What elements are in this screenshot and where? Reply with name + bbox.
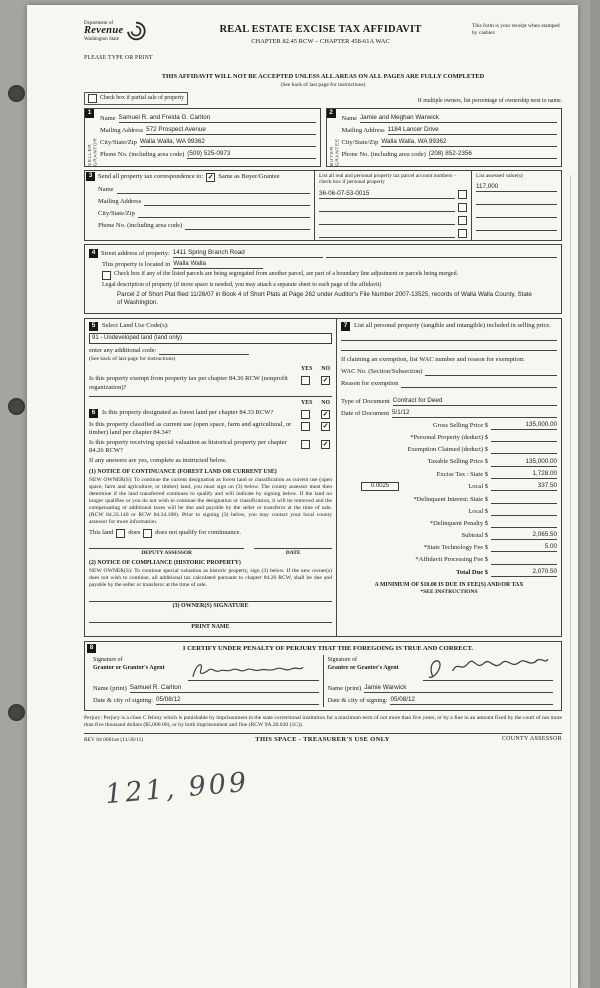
doc-date-value: 5/1/12 [392, 409, 557, 418]
section-7-tab: 7 [341, 322, 350, 331]
buyer-mailing-label: Mailing Address [341, 126, 385, 134]
section-4-tab: 4 [89, 249, 98, 258]
if-yes-note: If any answers are yes, complete as instructed below. [89, 457, 227, 465]
form-header [84, 17, 562, 73]
assessor-date-line: DATE [254, 548, 332, 557]
tax-line-label: *Affidavit Processing Fee $ [415, 556, 488, 564]
does-not-checkbox [143, 529, 152, 538]
section-1-tab: 1 [85, 109, 94, 118]
buyer-name-value: Jamie and Meghan Warwick [360, 114, 557, 123]
page-crease [570, 175, 571, 988]
seller-mailing-value: 572 Prospect Avenue [146, 126, 315, 135]
reason-value [401, 379, 557, 388]
assessed-blank [476, 222, 557, 231]
form-title: REAL ESTATE EXCISE TAX AFFIDAVIT [219, 24, 422, 35]
wac-value [425, 367, 557, 376]
correspondence-section [84, 170, 315, 241]
street-address-blank [326, 249, 557, 258]
owners-signature-line: (3) OWNER(S) SIGNATURE [89, 601, 332, 611]
scanned-page [27, 5, 578, 988]
grantee-sig-label: Signature of [327, 657, 357, 664]
seller-side-label: SELLER GRANTOR [87, 137, 98, 166]
tax-line-label: *Delinquent Interest: State $ [413, 495, 488, 503]
partial-sale-row [84, 92, 562, 105]
tax-line-label: *Personal Property (deduct) $ [410, 434, 488, 442]
treasurer-use-label: THIS SPACE - TREASURER'S USE ONLY [255, 736, 390, 744]
tax-line-label: Subtotal $ [461, 532, 488, 540]
binder-hole [8, 85, 25, 102]
see-back-note: (See back of last page for instructions) [280, 82, 366, 88]
grantee-date-value: 05/08/12 [390, 696, 553, 705]
handwritten-number: 121, 909 [103, 766, 251, 811]
no-header: NO [321, 366, 330, 373]
grantor-date-value: 05/08/12 [156, 696, 319, 705]
property-section [84, 244, 562, 314]
yes-header: YES [301, 366, 313, 373]
chapter-line: CHAPTER 82.45 RCW – CHAPTER 458-61A WAC [251, 38, 390, 46]
completion-warning: THIS AFFIDAVIT WILL NOT BE ACCEPTED UNLESS ALL AREAS ON ALL PAGES ARE FULLY COMPLETED [161, 73, 485, 80]
parcel-number-value: 36-06-07-53-0015 [319, 190, 455, 199]
parcel-blank [319, 203, 455, 212]
this-land-label: This land [89, 529, 114, 537]
deputy-assessor-line: DEPUTY ASSESSOR [89, 548, 244, 557]
left-column [85, 319, 337, 636]
personal-property-deduct [491, 433, 557, 442]
historic-yes-checkbox [301, 440, 310, 449]
land-use-code-field: 91 - Undeveloped land (land only) [89, 333, 332, 345]
excise-tax-local: 337.50 [491, 482, 557, 491]
state-technology-fee: 5.00 [491, 543, 557, 552]
does-label: does [128, 529, 141, 537]
grantor-name-print-label: Name (print) [93, 684, 127, 692]
doc-type-value: Contract for Deed [393, 397, 557, 406]
corr-csz-label: City/State/Zip [98, 209, 135, 217]
personal-property-blank [341, 341, 557, 351]
located-in-value: Walla Walla [173, 260, 263, 269]
grantor-signature-block [89, 655, 324, 707]
reason-label: Reason for exemption [341, 379, 399, 387]
historic-question: Is this property receiving special valuation as historical property per chapter 84.26 RCW? [89, 439, 287, 455]
certification-section [84, 641, 562, 711]
assessed-value-section [472, 170, 562, 241]
land-use-see-back: (See back of last page for instructions) [89, 356, 176, 363]
corr-mailing-blank [144, 197, 310, 206]
middle-columns [84, 318, 562, 637]
additional-code-label: enter any additional code: [89, 347, 157, 355]
grantor-sig-label: Signature of [93, 657, 123, 664]
grantor-signature [188, 659, 306, 683]
excise-tax-state: 1,728.00 [491, 470, 557, 479]
personal-property-checkbox [458, 229, 467, 238]
tax-line-label: Gross Selling Price $ [432, 421, 488, 429]
footer-row [84, 733, 562, 744]
county-assessor-label: COUNTY ASSESSOR [501, 736, 562, 743]
delinquent-interest-local [491, 507, 557, 516]
legal-description-label: Legal description of property (if more space is needed, you may attach a separate sheet to each page of the affidavit) [102, 281, 382, 288]
taxable-selling-price: 135,000.00 [491, 458, 557, 467]
section-2-tab: 2 [327, 109, 336, 118]
right-column [337, 319, 561, 636]
parcel-blank [319, 216, 455, 225]
tax-line-label: Local $ [468, 483, 488, 491]
doc-date-label: Date of Document [341, 409, 390, 417]
forest-no-checkbox: ✓ [322, 409, 329, 418]
partial-sale-group [84, 92, 188, 105]
no-header: NO [321, 399, 330, 406]
logo-state-label: Washington State [84, 36, 120, 42]
seller-phone-value: (509) 525-0973 [187, 150, 315, 159]
form-revision-number: REV 84 0001ae (11/30/11) [84, 736, 144, 743]
receipt-note: This form is your receipt when stamped by cashier. [472, 23, 560, 37]
notice-compliance-title: (2) NOTICE OF COMPLIANCE (HISTORIC PROPERTY) [89, 559, 241, 566]
located-in-label: This property is located in [102, 260, 171, 268]
buyer-csz-value: Walla Walla, WA 99362 [381, 138, 557, 147]
yes-header: YES [301, 399, 313, 406]
parcel-blank [319, 229, 455, 238]
parties-row [84, 108, 562, 167]
buyer-name-label: Name [341, 114, 358, 122]
corr-mailing-label: Mailing Address [98, 197, 142, 205]
corr-csz-blank [138, 209, 310, 218]
tax-line-label: Taxable Selling Price $ [427, 458, 488, 466]
corr-name-blank [117, 185, 310, 194]
seller-csz-label: City/State/Zip [100, 138, 137, 146]
buyer-section [326, 108, 563, 167]
print-name-line: PRINT NAME [89, 622, 332, 632]
tax-line-label: Excise Tax : State $ [436, 470, 488, 478]
parcel-heading: List all real and personal property tax parcel account numbers – check box if personal property [319, 172, 457, 186]
reet-affidavit-form [84, 17, 562, 744]
notice-compliance-body: NEW OWNER(S): To continue special valuation as historic property, sign (3) below. If the new owner(s) does not wish to continue, all additional tax calculated pursuant to chapter 84.26 RCW, shall be due and payable by the seller or transferor at the time of sale. [89, 567, 332, 588]
grantee-date-label: Date & city of signing: [327, 696, 388, 704]
see-instructions-note: *SEE INSTRUCTIONS [420, 589, 478, 596]
perjury-notice: Perjury: Perjury is a class C felony which is punishable by imprisonment in the state correctional institution for a maximum term of not more than five years, or by a fine in an amount fixed by the court of not more than five thousand dollars ($5,000.00), or by both imprisonment and fine (RCW 9A.20.020 (1C)). [84, 715, 562, 729]
tax-line-label: *State Technology Fee $ [423, 544, 488, 552]
section-3-tab: 3 [86, 172, 95, 181]
correspondence-parcel-row [84, 170, 562, 241]
buyer-csz-label: City/State/Zip [341, 138, 379, 146]
grantor-date-label: Date & city of signing: [93, 696, 153, 704]
total-due: 2,070.50 [491, 568, 557, 577]
doc-type-label: Type of Document [341, 397, 390, 405]
type-or-print-label: PLEASE TYPE OR PRINT [84, 55, 153, 61]
grantee-name-print-value: Jamie Warwick [364, 684, 553, 693]
grantee-signature [423, 655, 551, 683]
multiple-owners-note: If multiple owners, list percentage of ownership next to name. [417, 97, 562, 104]
does-not-label: does not qualify for continuance. [155, 529, 242, 537]
land-use-select-label: Select Land Use Code(s): [102, 321, 169, 329]
tax-line-label: Total Due $ [456, 568, 488, 576]
exempt-yes-checkbox [301, 376, 310, 385]
assessed-heading: List assessed value(s) [476, 172, 523, 179]
exempt-no-checkbox: ✓ [322, 376, 329, 385]
seller-mailing-label: Mailing Address [100, 126, 144, 134]
binder-hole [8, 398, 25, 415]
seller-name-value: Samuel R. and Freida G. Carlton [119, 114, 316, 123]
notice-continuance-title: (1) NOTICE OF CONTINUANCE (FOREST LAND OR CURRENT USE) [89, 468, 277, 475]
seller-csz-value: Walla Walla, WA 99362 [140, 138, 316, 147]
section-8-tab: 8 [87, 644, 96, 653]
street-address-value: 1411 Spring Branch Road [173, 249, 323, 258]
additional-code-blank [159, 346, 249, 355]
subtotal: 2,065.50 [491, 531, 557, 540]
local-rate-box: 0.0025 [361, 482, 399, 492]
segregated-checkbox [102, 271, 111, 280]
exemption-claimed-deduct [491, 445, 557, 454]
grantor-name-print-value: Samuel R. Carlton [130, 684, 319, 693]
assessed-blank [476, 196, 557, 205]
wac-label: WAC No. (Section/Subsection) [341, 367, 423, 375]
current-no-checkbox: ✓ [322, 421, 329, 430]
corr-phone-label: Phone No. (including area code) [98, 221, 183, 229]
segregated-label: Check box if any of the listed parcels are being segregated from another parcel, are part of a boundary line adjustment or parcels being merged. [114, 271, 459, 278]
personal-property-blank [341, 331, 557, 341]
minimum-fee-note: A MINIMUM OF $10.00 IS DUE IN FEE(S) AND/OR TAX [374, 581, 524, 588]
grantee-signature-block [324, 655, 558, 707]
partial-sale-checkbox [88, 94, 97, 103]
same-as-buyer-label: Same as Buyer/Grantee [218, 173, 280, 181]
buyer-phone-value: (208) 852-2356 [429, 150, 557, 159]
corr-name-label: Name [98, 185, 114, 193]
grantee-name-print-label: Name (print) [327, 684, 362, 692]
delinquent-penalty [491, 519, 557, 528]
personal-property-list-label: List all personal property (tangible and intangible) included in selling price. [354, 321, 551, 329]
grantor-signature-line [188, 664, 319, 681]
forest-question: Is this property designated as forest land per chapter 84.33 RCW? [102, 408, 274, 416]
dor-swirl-icon [126, 21, 146, 41]
does-checkbox [116, 529, 125, 538]
logo-dept-label: Department of [84, 21, 114, 26]
title-block [174, 23, 467, 46]
dor-logo [84, 21, 146, 42]
assessed-blank [476, 209, 557, 218]
street-address-label: Street address of property: [101, 249, 170, 257]
gross-selling-price: 135,000.00 [491, 421, 557, 430]
notice-continuance-body: NEW OWNER(S): To continue the current designation as forest land or classification as current use (open space, farm and agriculture, or timber) land, you must sign on (3) below. The county assessor must then determine if the land transferred continues to qualify and will indicate by signing below. If the land no longer qualifies or you do not wish to continue the designation or classification, it will be removed and the compensating or additional taxes will be due and payable by the seller or transferor at the time of sale. (RCW 84.33.140 or RCW 84.34.108). Prior to signing (3) below, you may contact your local county assessor for more information. [89, 476, 332, 525]
seller-phone-label: Phone No. (including area code) [100, 150, 185, 158]
personal-property-checkbox [458, 190, 467, 199]
tax-line-label: Exemption Claimed (deduct) $ [407, 446, 488, 454]
affidavit-processing-fee [491, 556, 557, 565]
grantor-sig-label-2: Grantor or Grantor's Agent [93, 664, 165, 671]
buyer-phone-label: Phone No. (including area code) [341, 150, 426, 158]
send-correspondence-label: Send all property tax correspondence to: [98, 173, 204, 181]
buyer-mailing-value: 1184 Lancer Drive [388, 126, 557, 135]
assessed-value: 117,000 [476, 183, 557, 192]
buyer-side-label: BUYER GRANTEE [328, 138, 340, 166]
logo-revenue-label: Revenue [84, 25, 124, 36]
exemption-claim-label: If claiming an exemption, list WAC number and reason for exemption: [341, 355, 525, 363]
section-6-tab: 6 [89, 409, 98, 418]
certify-statement: I CERTIFY UNDER PENALTY OF PERJURY THAT THE FOREGOING IS TRUE AND CORRECT. [182, 644, 474, 652]
partial-sale-label: Check box if partial sale of property [100, 94, 185, 101]
grantee-sig-label-2: Grantee or Grantee's Agent [327, 664, 399, 671]
section-5-tab: 5 [89, 322, 98, 331]
scan-right-edge [590, 0, 600, 988]
dor-logo-text [84, 21, 123, 42]
corr-phone-blank [185, 221, 310, 230]
personal-property-checkbox [458, 203, 467, 212]
tax-line-label: Local $ [468, 507, 488, 515]
forest-yes-checkbox [301, 410, 310, 419]
seller-name-label: Name [100, 114, 116, 122]
grantee-signature-line [423, 664, 554, 681]
binder-hole [8, 704, 25, 721]
exempt-question: Is this property exempt from property tax per chapter 84.36 RCW (nonprofit organization)? [89, 375, 288, 391]
seller-section [84, 108, 321, 167]
current-use-question: Is this property classified as current use (open space, farm and agricultural, or timber) land per chapter 84.34? [89, 420, 292, 437]
legal-description-value: Parcel 2 of Short Plat filed 11/26/07 in Book 4 of Short Plats at Page 262 under Auditor's File Number 2007-13525, records of Walla Walla County, State of Washington. [117, 291, 532, 306]
personal-property-checkbox [458, 216, 467, 225]
delinquent-interest-state [491, 495, 557, 504]
current-yes-checkbox [301, 422, 310, 431]
historic-no-checkbox: ✓ [322, 440, 329, 449]
parcel-numbers-section [315, 170, 472, 241]
same-as-buyer-checkbox: ✓ [207, 172, 214, 181]
tax-line-label: *Delinquent Penalty $ [429, 519, 488, 527]
